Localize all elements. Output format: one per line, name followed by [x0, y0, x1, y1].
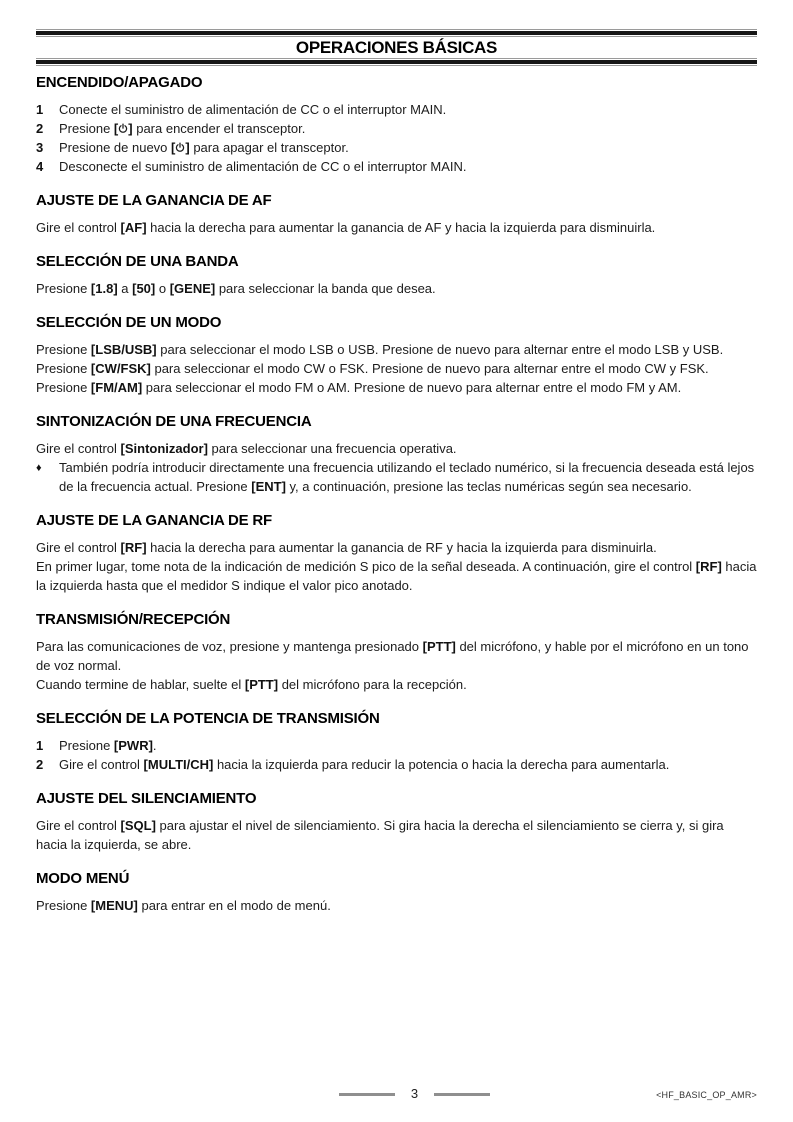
- key-label: [GENE]: [169, 281, 216, 296]
- header-rule-top: [36, 29, 757, 37]
- key-label: [PTT]: [422, 639, 456, 654]
- numbered-step: [36, 736, 757, 755]
- paragraph: En primer lugar, tome nota de la indicación de medición S pico de la señal deseada. A continuación, gire el control [RF] hacia la izquierda hasta que el medidor S indique el valor pico anotado.: [36, 559, 757, 593]
- paragraph: Gire el control [AF] hacia la derecha para aumentar la ganancia de AF y hacia la izquierda para disminuirla.: [36, 220, 656, 235]
- step-number: 1: [36, 102, 44, 117]
- footer-line-right: [434, 1093, 490, 1096]
- key-label: [RF]: [695, 559, 722, 574]
- key-label: ]: [185, 140, 190, 155]
- step-text: Presione [ ] para encender el transceptor.: [59, 121, 306, 136]
- step-text: Conecte el suministro de alimentación de CC o el interruptor MAIN.: [59, 102, 447, 117]
- power-icon: [118, 119, 128, 138]
- section-transmision-recepcion: [36, 611, 757, 694]
- section-seleccion-modo: [36, 314, 757, 397]
- paragraph: Presione [FM/AM] para seleccionar el modo FM o AM. Presione de nuevo para alternar entre el modo FM y AM.: [36, 380, 682, 395]
- note-item: [36, 458, 757, 496]
- power-icon: [175, 138, 185, 157]
- paragraph: Gire el control [SQL] para ajustar el nivel de silenciamiento. Si gira hacia la derecha el silenciamiento se cierra y, si gira hacia la izquierda, se abre.: [36, 818, 724, 852]
- paragraph: Presione [CW/FSK] para seleccionar el modo CW o FSK. Presione de nuevo para alternar entre el modo CW y FSK.: [36, 361, 709, 376]
- section-title: SELECCIÓN DE UN MODO: [36, 314, 222, 331]
- key-label: [SQL]: [120, 818, 156, 833]
- paragraph: Gire el control [RF] hacia la derecha para aumentar la ganancia de RF y hacia la izquierda para disminuirla.: [36, 540, 657, 555]
- key-label: ]: [128, 121, 133, 136]
- section-ajuste-ganancia-af: [36, 192, 757, 237]
- paragraph: Cuando termine de hablar, suelte el [PTT] del micrófono para la recepción.: [36, 677, 467, 692]
- page-title: OPERACIONES BÁSICAS: [295, 38, 498, 57]
- key-label: [PWR]: [113, 738, 153, 753]
- section-title: TRANSMISIÓN/RECEPCIÓN: [36, 611, 231, 628]
- key-label: [50]: [132, 281, 156, 296]
- section-ajuste-silenciamiento: [36, 790, 757, 854]
- key-label: [AF]: [120, 220, 147, 235]
- paragraph: Presione [1.8] a [50] o [GENE] para seleccionar la banda que desea.: [36, 281, 436, 296]
- section-title: AJUSTE DE LA GANANCIA DE AF: [36, 192, 272, 209]
- section-modo-menu: [36, 870, 757, 915]
- step-number: 3: [36, 140, 44, 155]
- section-title: AJUSTE DE LA GANANCIA DE RF: [36, 512, 272, 529]
- step-text: Presione [PWR].: [59, 738, 157, 753]
- numbered-step: [36, 100, 757, 119]
- key-label: [FM/AM]: [90, 380, 143, 395]
- diamond-bullet-icon: ♦: [36, 462, 42, 474]
- numbered-step: [36, 755, 757, 774]
- key-label: [CW/FSK]: [90, 361, 151, 376]
- key-label: [MULTI/CH]: [143, 757, 214, 772]
- key-label: [Sintonizador]: [120, 441, 208, 456]
- paragraph: Presione [LSB/USB] para seleccionar el modo LSB o USB. Presione de nuevo para alternar entre el modo LSB y USB.: [36, 342, 724, 357]
- step-number: 4: [36, 159, 44, 174]
- key-label: [MENU]: [90, 898, 138, 913]
- step-text: Gire el control [MULTI/CH] hacia la izquierda para reducir la potencia o hacia la derecha para aumentarla.: [59, 757, 670, 772]
- step-number: 1: [36, 738, 44, 753]
- key-label: [LSB/USB]: [90, 342, 157, 357]
- section-title: SINTONIZACIÓN DE UNA FRECUENCIA: [36, 413, 312, 430]
- key-label: [1.8]: [90, 281, 118, 296]
- step-text: Presione de nuevo [ ] para apagar el transceptor.: [59, 140, 349, 155]
- step-number: 2: [36, 757, 44, 772]
- section-sintonizacion-frecuencia: [36, 413, 757, 496]
- numbered-step: [36, 119, 757, 138]
- section-title: MODO MENÚ: [36, 870, 130, 887]
- key-label: [: [171, 140, 176, 155]
- section-title: ENCENDIDO/APAGADO: [36, 74, 203, 91]
- paragraph: Para las comunicaciones de voz, presione y mantenga presionado [PTT] del micrófono, y hable por el micrófono en un tono de voz normal.: [36, 639, 749, 673]
- content: [36, 62, 757, 915]
- key-label: [RF]: [120, 540, 147, 555]
- note-text: También podría introducir directamente una frecuencia utilizando el teclado numérico, si la frecuencia deseada está lejos de la frecuencia actual. Presione [ENT] y, a continuación, presione las teclas numéricas según sea necesario.: [59, 460, 755, 494]
- key-label: [ENT]: [251, 479, 286, 494]
- section-title: SELECCIÓN DE UNA BANDA: [36, 253, 239, 270]
- key-label: [: [113, 121, 119, 136]
- section-seleccion-potencia-transmision: [36, 710, 757, 774]
- paragraph: Gire el control [Sintonizador] para seleccionar una frecuencia operativa.: [36, 441, 457, 456]
- section-title: AJUSTE DEL SILENCIAMIENTO: [36, 790, 257, 807]
- page-number: 3: [410, 1086, 419, 1101]
- section-title: SELECCIÓN DE LA POTENCIA DE TRANSMISIÓN: [36, 710, 380, 727]
- step-number: 2: [36, 121, 44, 136]
- section-encendido-apagado: [36, 74, 757, 176]
- key-label: [PTT]: [244, 677, 279, 692]
- footer-line-left: [339, 1093, 395, 1096]
- document-code: <HF_BASIC_OP_AMR>: [656, 1090, 757, 1100]
- section-ajuste-ganancia-rf: [36, 512, 757, 595]
- numbered-step: [36, 157, 757, 176]
- page-header: [36, 29, 757, 66]
- step-text: Desconecte el suministro de alimentación de CC o el interruptor MAIN.: [59, 159, 467, 174]
- section-seleccion-banda: [36, 253, 757, 298]
- paragraph: Presione [MENU] para entrar en el modo de menú.: [36, 898, 331, 913]
- numbered-step: [36, 138, 757, 157]
